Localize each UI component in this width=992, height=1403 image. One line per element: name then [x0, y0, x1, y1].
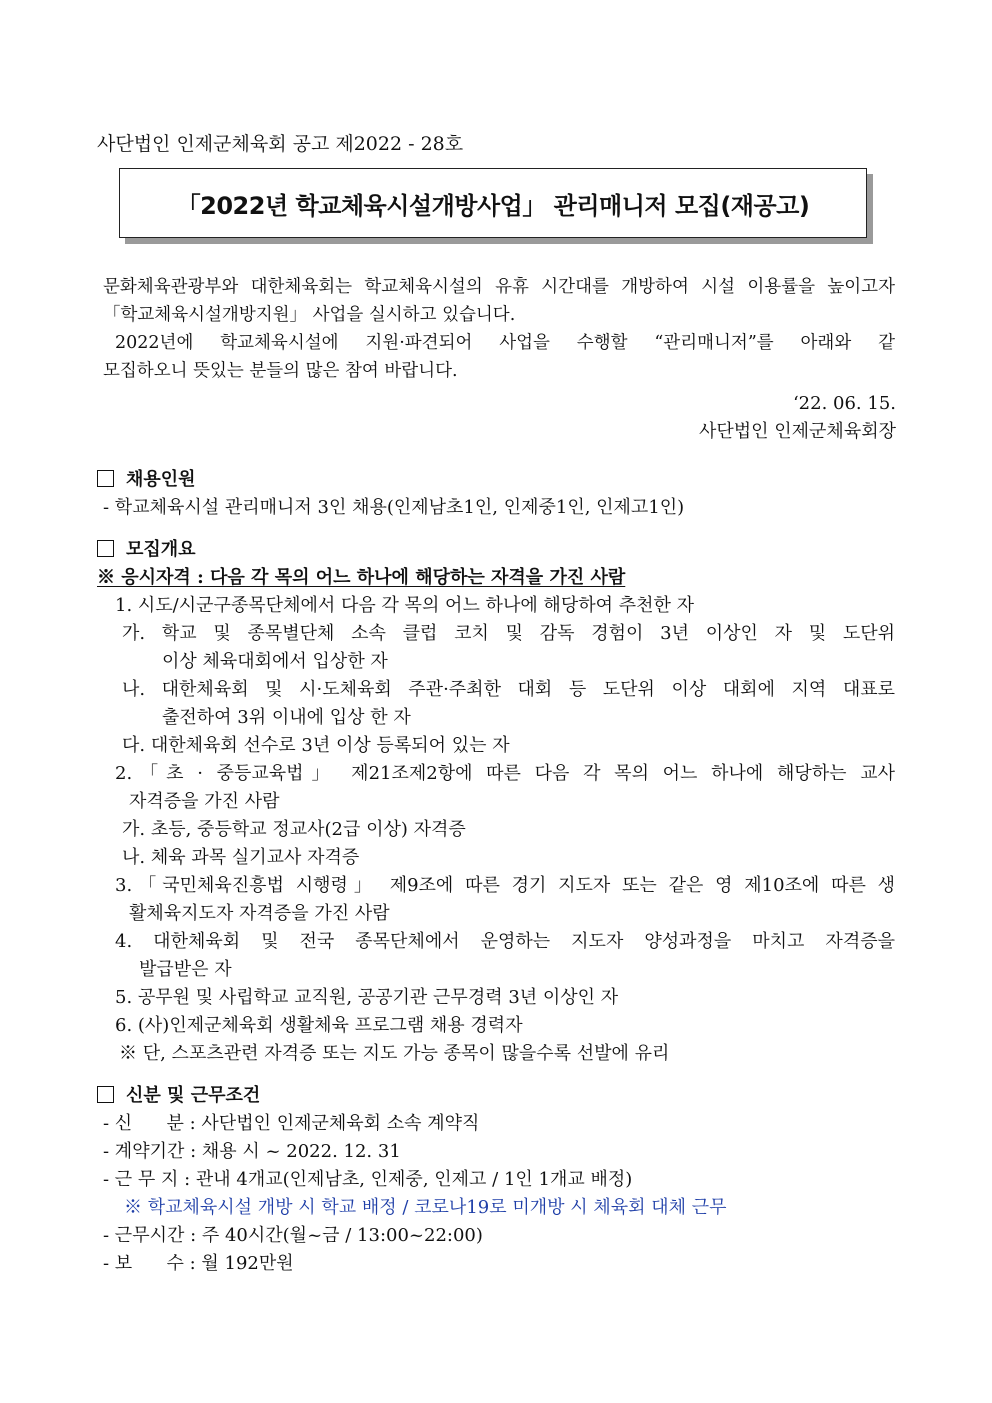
date: ‘22. 06. 15. — [792, 393, 896, 414]
qual-line: 출전하여 3위 이내에 입상 한 자 — [162, 707, 411, 728]
section-title: 채용인원 — [126, 469, 196, 490]
qual-line: 다. 대한체육회 선수로 3년 이상 등록되어 있는 자 — [122, 735, 510, 756]
qual-note: ※ 단, 스포츠관련 자격증 또는 지도 가능 종목이 많을수록 선발에 유리 — [119, 1043, 670, 1064]
condition-line: - 근무시간 : 주 40시간(월~금 / 13:00~22:00) — [103, 1225, 483, 1246]
qual-line: 자격증을 가진 사람 — [129, 791, 280, 812]
issuer: 사단법인 인제군체육회장 — [699, 421, 896, 442]
condition-line: - 보 수 : 월 192만원 — [103, 1253, 294, 1274]
condition-line: - 근 무 지 : 관내 4개교(인제남초, 인제중, 인제고 / 1인 1개교 배정) — [103, 1169, 633, 1190]
condition-line: - 계약기간 : 채용 시 ~ 2022. 12. 31 — [103, 1141, 401, 1162]
qual-line: 나. 대한체육회 및 시·도체육회 주관·주최한 대회 등 도단위 이상 대회에 지역 대표로 — [122, 679, 895, 700]
qual-line: 4. 대한체육회 및 전국 종목단체에서 운영하는 지도자 양성과정을 마치고 자격증을 — [115, 931, 895, 952]
qual-line: 6. (사)인제군체육회 생활체육 프로그램 채용 경력자 — [115, 1015, 523, 1036]
qual-line: 2.「초 · 중등교육법」 제21조제2항에 따른 다음 각 목의 어느 하나에 해당하는 교사 — [115, 763, 895, 784]
qual-line: 가. 초등, 중등학교 정교사(2급 이상) 자격증 — [122, 819, 466, 840]
checkbox-square-icon — [97, 1086, 114, 1103]
qualification-heading: ※ 응시자격 : 다음 각 목의 어느 하나에 해당하는 자격을 가진 사람 — [97, 567, 626, 588]
condition-line: - 신 분 : 사단법인 인제군체육회 소속 계약직 — [103, 1113, 480, 1134]
document-title: 「2022년 학교체육시설개방사업」 관리매니저 모집(재공고) — [176, 191, 810, 220]
qual-line: 5. 공무원 및 사립학교 교직원, 공공기관 근무경력 3년 이상인 자 — [115, 987, 619, 1008]
recruitment-count-line: - 학교체육시설 관리매니저 3인 채용(인제남초1인, 인제중1인, 인제고1인) — [103, 497, 685, 518]
qual-line: 이상 체육대회에서 입상한 자 — [162, 651, 388, 672]
qual-line: 1. 시도/시군구종목단체에서 다음 각 목의 어느 하나에 해당하여 추천한 자 — [115, 595, 694, 616]
checkbox-square-icon — [97, 470, 114, 487]
qual-line: 가. 학교 및 종목별단체 소속 클럽 코치 및 감독 경험이 3년 이상인 자 및 도단위 — [122, 623, 895, 644]
section-employment-conditions — [97, 1084, 260, 1108]
intro-line-3: 2022년에 학교체육시설에 지원·파견되어 사업을 수행할 “관리매니저”를 아래와 같 — [115, 333, 895, 353]
intro-line-4: 모집하오니 뜻있는 분들의 많은 참여 바랍니다. — [103, 361, 458, 381]
condition-note: ※ 학교체육시설 개방 시 학교 배정 / 코로나19로 미개방 시 체육회 대체 근무 — [124, 1197, 727, 1218]
section-overview — [97, 538, 196, 562]
qual-line: 3.「국민체육진흥법 시행령」 제9조에 따른 경기 지도자 또는 같은 영 제10조에 따른 생 — [115, 875, 895, 896]
intro-line-2: 「학교체육시설개방지원」 사업을 실시하고 있습니다. — [103, 305, 516, 325]
qual-line: 나. 체육 과목 실기교사 자격증 — [122, 847, 360, 868]
section-title: 모집개요 — [126, 539, 196, 560]
intro-line-1: 문화체육관광부와 대한체육회는 학교체육시설의 유휴 시간대를 개방하여 시설 이용률을 높이고자 — [103, 277, 895, 297]
section-recruitment-count — [97, 468, 196, 492]
checkbox-square-icon — [97, 540, 114, 557]
notice-number: 사단법인 인제군체육회 공고 제2022 - 28호 — [97, 133, 464, 155]
qual-line: 발급받은 자 — [139, 959, 232, 980]
section-title: 신분 및 근무조건 — [126, 1085, 261, 1106]
title-box — [119, 168, 867, 238]
qual-line: 활체육지도자 자격증을 가진 사람 — [129, 903, 390, 924]
